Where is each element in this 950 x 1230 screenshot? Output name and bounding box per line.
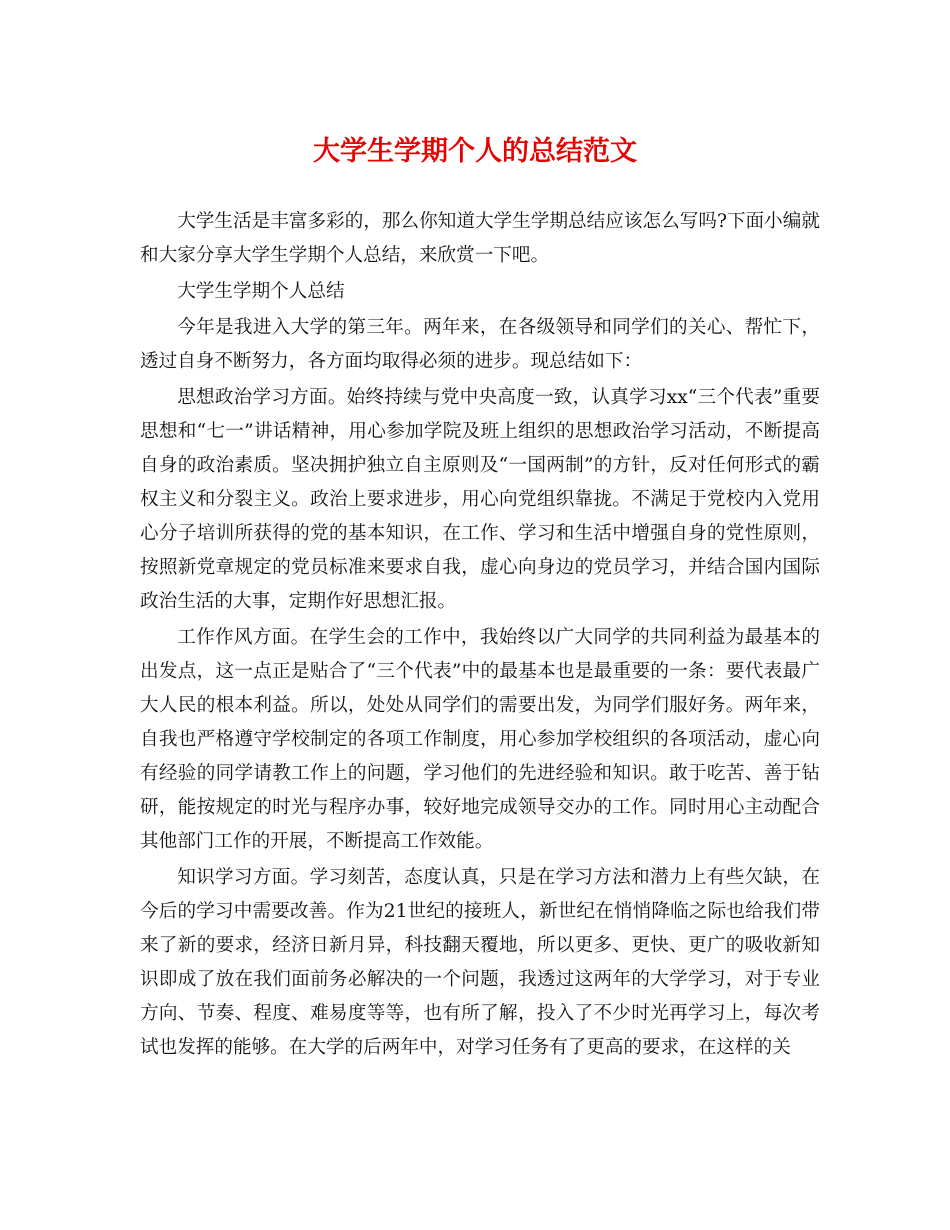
paragraph-subheading: 大学生学期个人总结 — [177, 281, 345, 302]
paragraph-knowledge-study: 知识学习方面。学习刻苦，态度认真，只是在学习方法和潜力上有些欠缺，在今后的学习中需要改善。作为21世纪的接班人，新世纪在悄悄降临之际也给我们带来了新的要求，经济日新月异，科技翻天覆地，所以更多、更快、更广的吸收新知识即成了放在我们面前务必解决的一个问题，我透过这两年的大学学习，对于专业方向、节奏、程度、难易度等等，也有所了解，投入了不少时光再学习上，每次考试也发挥的能够。在大学的后两年中，对学习任务有了更高的要求，在这样的关 — [140, 867, 820, 1058]
document-body — [140, 205, 820, 1065]
paragraph-work-style: 工作作风方面。在学生会的工作中，我始终以广大同学的共同利益为最基本的出发点，这一点正是贴合了“三个代表”中的最基本也是最重要的一条：要代表最广大人民的根本利益。所以，处处从同学们的需要出发，为同学们服好务。两年来，自我也严格遵守学校制定的各项工作制度，用心参加学校组织的各项活动，虚心向有经验的同学请教工作上的问题，学习他们的先进经验和知识。敢于吃苦、善于钻研，能按规定的时光与程序办事，较好地完成领导交办的工作。同时用心主动配合其他部门工作的开展，不断提高工作效能。 — [140, 627, 820, 852]
paragraph-opening: 今年是我进入大学的第三年。两年来，在各级领导和同学们的关心、帮忙下，透过自身不断努力，各方面均取得必须的进步。现总结如下： — [140, 317, 820, 372]
paragraph-political-study: 思想政治学习方面。始终持续与党中央高度一致，认真学习xx“三个代表”重要思想和“七一”讲话精神，用心参加学院及班上组织的思想政治学习活动，不断提高自身的政治素质。坚决拥护独立自主原则及“一国两制”的方针，反对任何形式的霸权主义和分裂主义。政治上要求进步，用心向党组织靠拢。不满足于党校内入党用心分子培训所获得的党的基本知识，在工作、学习和生活中增强自身的党性原则，按照新党章规定的党员标准来要求自我，虚心向身边的党员学习，并结合国内国际政治生活的大事，定期作好思想汇报。 — [140, 387, 820, 612]
document-title: 大学生学期个人的总结范文 — [313, 136, 637, 167]
paragraph-intro: 大学生活是丰富多彩的，那么你知道大学生学期总结应该怎么写吗?下面小编就和大家分享大学生学期个人总结，来欣赏一下吧。 — [140, 211, 820, 266]
